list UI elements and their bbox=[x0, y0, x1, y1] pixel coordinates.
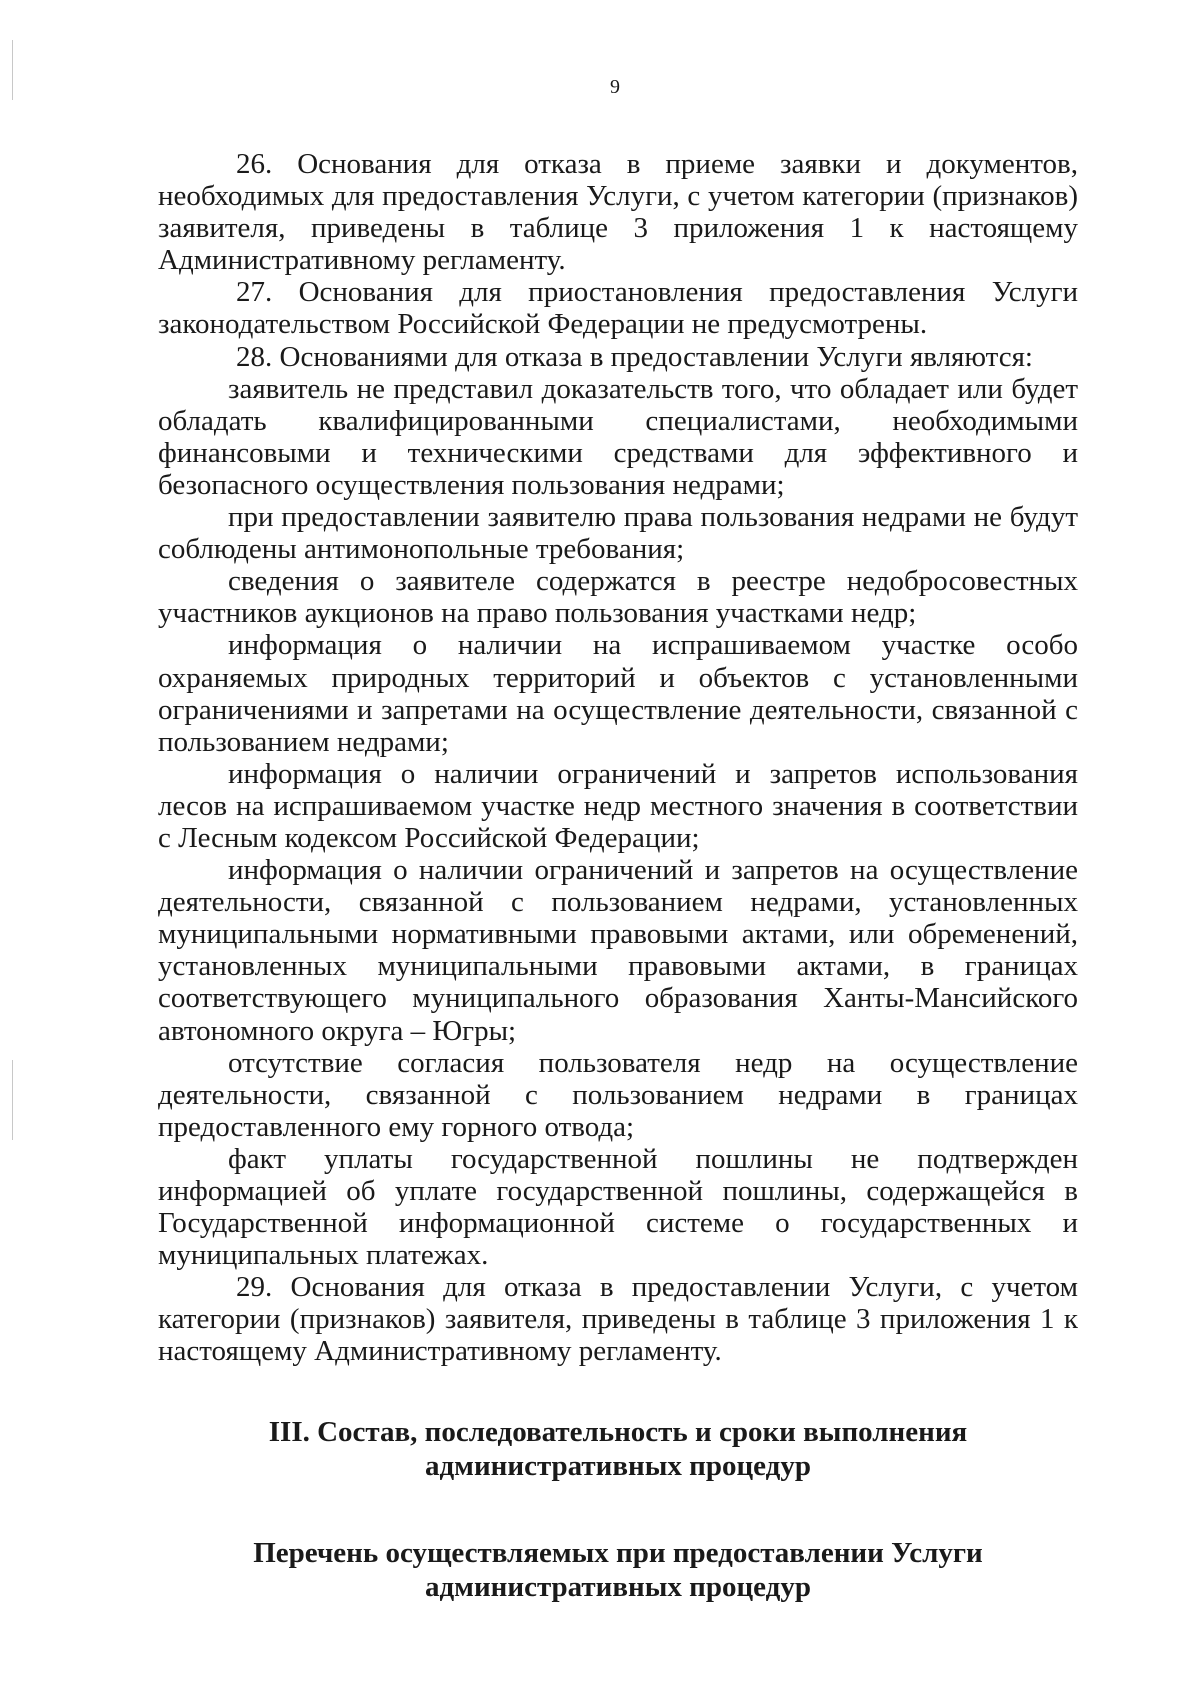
paragraph-27: 27. Основания для приостановления предоставления Услуги законодательством Российской Федерации не предусмотрены. bbox=[158, 276, 1078, 341]
refusal-ground-forest-restrictions: информация о наличии ограничений и запретов использования лесов на испрашиваемом участке недр местного значения в соответствии с Лесным кодексом Российской Федерации; bbox=[158, 757, 1078, 854]
refusal-ground-protected-areas: информация о наличии на испрашиваемом участке особо охраняемых природных территорий и объектов с установленными ограничениями и запретами на осуществление деятельности, связанной с пользованием недрами; bbox=[158, 629, 1078, 758]
scan-margin-mark bbox=[12, 1060, 13, 1140]
subsection-heading-line: Перечень осуществляемых при предоставлении Услуги bbox=[253, 1537, 983, 1569]
refusal-ground-fee-unconfirmed: факт уплаты государственной пошлины не подтвержден информацией об уплате государственной пошлины, содержащейся в Государственной информационной системе о государственных и муниципальных платежах. bbox=[158, 1142, 1078, 1272]
section-heading-line: административных процедур bbox=[425, 1450, 811, 1482]
page-number: 9 bbox=[610, 76, 620, 98]
refusal-ground-no-consent: отсутствие согласия пользователя недр на осуществление деятельности, связанной с пользованием недрами в границах предоставленного ему горного отвода; bbox=[158, 1046, 1078, 1143]
subsection-heading-line: административных процедур bbox=[425, 1571, 811, 1603]
refusal-ground-qualification: заявитель не представил доказательств того, что обладает или будет обладать квалифицированными специалистами, необходимыми финансовыми и техническими средствами для эффективного и безопасного осуществления пользования недрами; bbox=[158, 372, 1078, 501]
body-text bbox=[158, 148, 1078, 1368]
section-heading bbox=[158, 1415, 1078, 1483]
refusal-ground-antimonopoly: при предоставлении заявителю права пользования недрами не будут соблюдены антимонопольные требования; bbox=[158, 501, 1078, 566]
refusal-ground-unfair-register: сведения о заявителе содержатся в реестре недобросовестных участников аукционов на право пользования участками недр; bbox=[158, 565, 1078, 630]
subsection-heading bbox=[158, 1536, 1078, 1604]
paragraph-28: 28. Основаниями для отказа в предоставлении Услуги являются: bbox=[236, 340, 1033, 373]
refusal-ground-municipal-restrictions: информация о наличии ограничений и запретов на осуществление деятельности, связанной с пользованием недрами, установленных муниципальными нормативными правовыми актами, или обременений, установленных муниципальными правовыми актами, в границах соответствующего муниципального образования Ханты-Мансийского автономного округа – Югры; bbox=[158, 854, 1078, 1047]
section-heading-line: III. Состав, последовательность и сроки выполнения bbox=[268, 1416, 968, 1448]
paragraph-26: 26. Основания для отказа в приеме заявки и документов, необходимых для предоставления Услуги, с учетом категории (признаков) заявителя, приведены в таблице 3 приложения 1 к настоящему Административному регламенту. bbox=[158, 148, 1078, 277]
paragraph-29: 29. Основания для отказа в предоставлении Услуги, с учетом категории (признаков) заявителя, приведены в таблице 3 приложения 1 к настоящему Административному регламенту. bbox=[158, 1271, 1078, 1368]
